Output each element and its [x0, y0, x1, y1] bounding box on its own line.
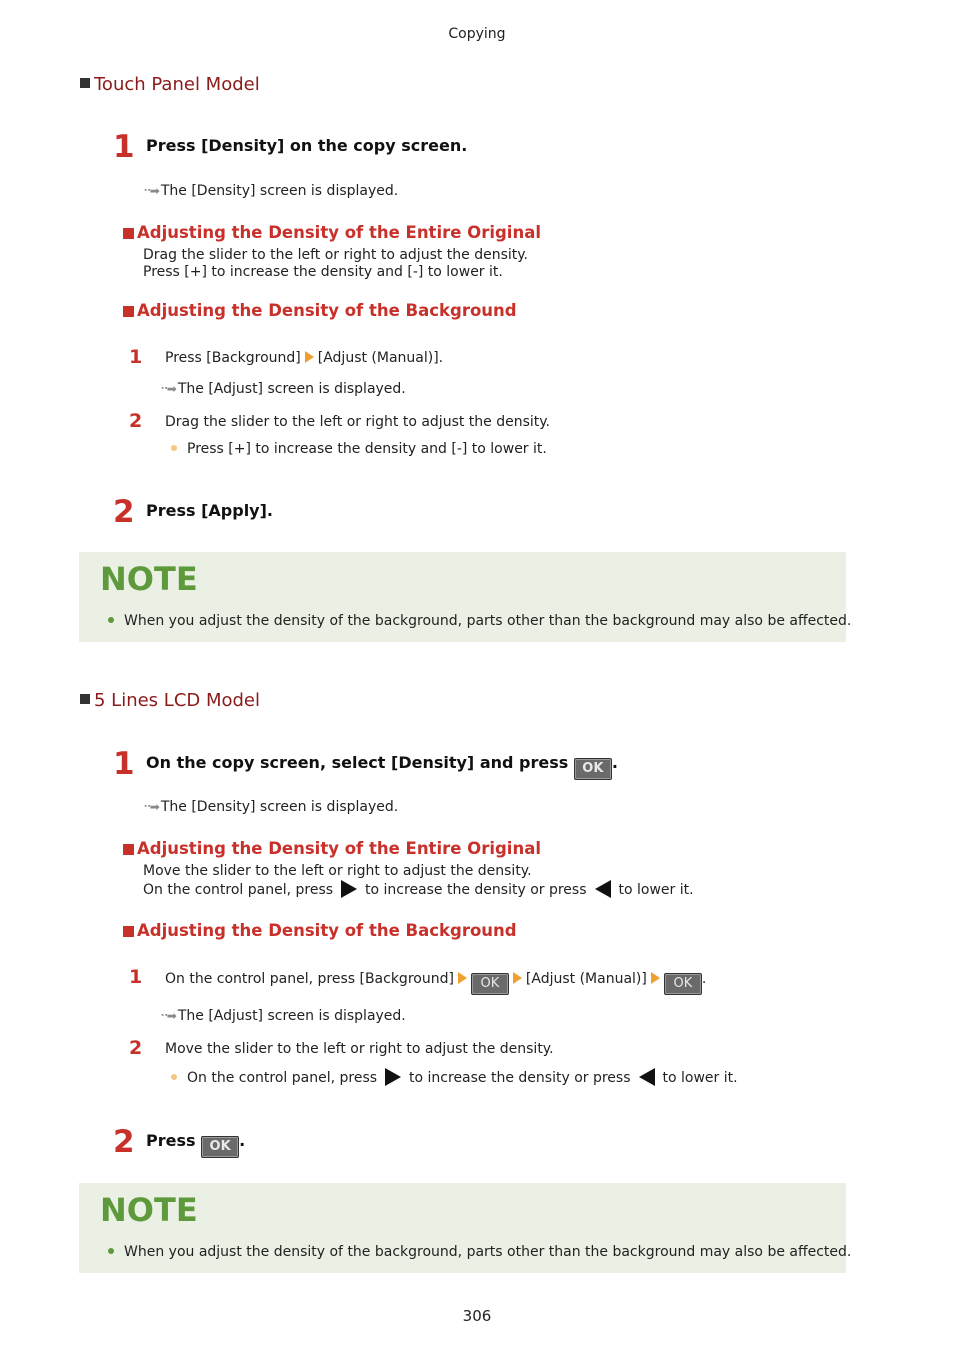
next-arrow-icon — [513, 972, 522, 984]
next-arrow-icon — [651, 972, 660, 984]
substep-number: 2 — [129, 410, 143, 432]
ok-key-icon: OK — [664, 973, 702, 995]
step-number: 1 — [113, 129, 135, 165]
ok-key-icon: OK — [201, 1136, 239, 1158]
ok-key-icon: OK — [471, 973, 509, 995]
step-result: ⠒➡ The [Density] screen is displayed. — [143, 799, 399, 815]
substep-bullet: Press [+] to increase the density and [-] to lower it. — [171, 441, 547, 458]
next-arrow-icon — [305, 351, 314, 363]
note-title: NOTE — [100, 1191, 198, 1229]
note-title: NOTE — [100, 560, 198, 598]
section-title-text: 5 Lines LCD Model — [94, 690, 261, 711]
section-title-touch-panel — [80, 74, 260, 95]
substep-text: Press [Background] [Adjust (Manual)]. — [165, 350, 444, 366]
result-arrow-icon: ⠒➡ — [160, 382, 175, 396]
section-title-lcd — [80, 690, 260, 711]
bullet-icon — [171, 1074, 177, 1080]
section-title-text: Touch Panel Model — [94, 74, 260, 95]
subsection-title-background: Adjusting the Density of the Background — [123, 921, 517, 940]
subsection-square-icon — [123, 228, 134, 239]
note-text: When you adjust the density of the background, parts other than the background may also be affected. — [108, 613, 851, 629]
bullet-icon — [171, 445, 177, 451]
substep-bullet: On the control panel, press to increase the density or press to lower it. — [171, 1068, 738, 1087]
ok-key-icon: OK — [574, 758, 612, 780]
substep-number: 1 — [129, 966, 143, 988]
section-square-icon — [80, 78, 90, 88]
right-key-icon — [341, 880, 357, 898]
note-box — [79, 552, 852, 642]
substep-text: Move the slider to the left or right to adjust the density. — [165, 1041, 554, 1057]
result-arrow-icon: ⠒➡ — [160, 1009, 175, 1023]
page-header: Copying — [448, 26, 506, 42]
substep-number: 1 — [129, 346, 143, 368]
page-number: 306 — [462, 1307, 492, 1325]
substep-number: 2 — [129, 1037, 143, 1059]
subsection-title-entire: Adjusting the Density of the Entire Original — [123, 839, 541, 858]
substep-result: ⠒➡ The [Adjust] screen is displayed. — [160, 381, 406, 397]
step-number: 2 — [113, 494, 135, 530]
subsection-title-entire: Adjusting the Density of the Entire Original — [123, 223, 541, 242]
note-box — [79, 1183, 852, 1273]
result-arrow-icon: ⠒➡ — [143, 184, 158, 198]
subsection-title-background: Adjusting the Density of the Background — [123, 301, 517, 320]
result-arrow-icon: ⠒➡ — [143, 800, 158, 814]
next-arrow-icon — [458, 972, 467, 984]
entire-line-2: Press [+] to increase the density and [-] to lower it. — [143, 264, 503, 280]
substep-result: ⠒➡ The [Adjust] screen is displayed. — [160, 1008, 406, 1024]
step-title: On the copy screen, select [Density] and press OK . — [146, 753, 618, 780]
entire-line-1: Drag the slider to the left or right to adjust the density. — [143, 247, 529, 263]
subsection-square-icon — [123, 926, 134, 937]
left-key-icon — [595, 880, 611, 898]
subsection-square-icon — [123, 844, 134, 855]
substep-text: Drag the slider to the left or right to adjust the density. — [165, 414, 551, 430]
step-title: Press [Apply]. — [146, 501, 273, 520]
substep-text: On the control panel, press [Background] OK [Adjust (Manual)] OK . — [165, 971, 706, 995]
step-title: Press [Density] on the copy screen. — [146, 136, 468, 155]
entire-line-1: Move the slider to the left or right to adjust the density. — [143, 863, 532, 879]
bullet-icon — [108, 1248, 114, 1254]
section-square-icon — [80, 694, 90, 704]
left-key-icon — [639, 1068, 655, 1086]
entire-line-2: On the control panel, press to increase the density or press to lower it. — [143, 882, 694, 898]
bullet-icon — [108, 617, 114, 623]
step-number: 1 — [113, 746, 135, 782]
step-title: Press OK . — [146, 1131, 245, 1158]
step-result: ⠒➡ The [Density] screen is displayed. — [143, 183, 399, 199]
right-key-icon — [385, 1068, 401, 1086]
step-number: 2 — [113, 1124, 135, 1160]
subsection-square-icon — [123, 306, 134, 317]
note-text: When you adjust the density of the background, parts other than the background may also be affected. — [108, 1244, 851, 1260]
